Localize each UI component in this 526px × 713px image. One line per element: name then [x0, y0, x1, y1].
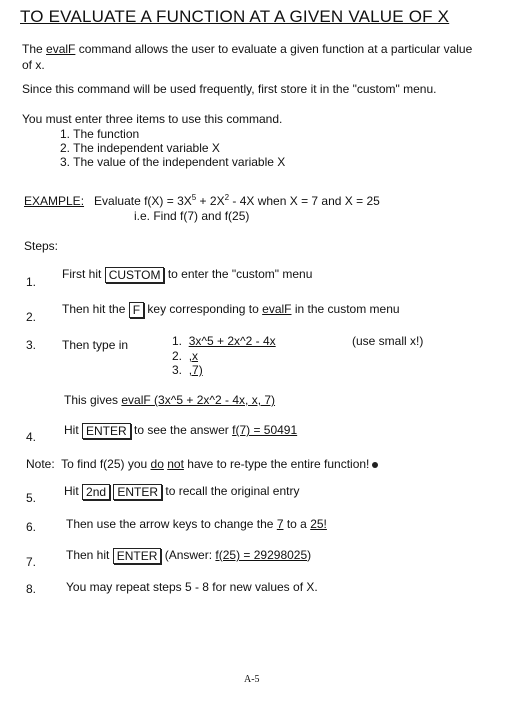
step-text: in the custom menu: [294, 302, 400, 317]
entry-value: 3x^5 + 2x^2 - 4x: [188, 334, 276, 348]
step-text: to enter the "custom" menu: [167, 267, 313, 282]
step-number: 6.: [26, 520, 37, 534]
note-line: Note: To find f(25) you do not have to re-type the entire function!: [26, 457, 378, 471]
step-number: 5.: [26, 491, 37, 505]
evalf-command: evalF: [262, 302, 292, 317]
step-number: 8.: [26, 582, 37, 596]
step-number: 1.: [26, 275, 37, 289]
step-6: Then use the arrow keys to change the 7 to a 25!: [66, 517, 327, 531]
entry-value: ,7): [188, 363, 203, 377]
intro-text: The: [22, 42, 43, 56]
step-number: 2.: [26, 310, 37, 324]
step-number: 4.: [26, 430, 37, 444]
intro-text: command allows the user to evaluate a given function at a particular value: [78, 42, 473, 56]
step-text: Then hit the: [62, 302, 126, 317]
intro-paragraph-3: You must enter three items to use this command.: [22, 112, 283, 126]
result-expression: evalF (3x^5 + 2x^2 - 4x, x, 7): [121, 393, 276, 407]
2nd-key: 2nd: [82, 484, 110, 500]
evalf-command: evalF: [46, 42, 76, 56]
enter-key: ENTER: [113, 548, 162, 564]
example-line: [24, 194, 380, 208]
list-item: 3. ,7): [172, 363, 203, 377]
enter-key: ENTER: [82, 423, 131, 439]
f-key: F: [129, 302, 144, 318]
smiley-icon: [372, 462, 378, 468]
step-text: key corresponding to: [147, 302, 259, 317]
step-text: Hit: [64, 484, 79, 499]
small-x-note: (use small x!): [352, 334, 424, 348]
step-3-result: This gives evalF (3x^5 + 2x^2 - 4x, x, 7): [64, 393, 276, 407]
step-number: 3.: [26, 338, 37, 352]
list-item: 3. The value of the independent variable X: [60, 155, 286, 169]
example-text: Evaluate $f(X) = 3X^5 + 2X^2 - 4X$ when X = 7 and X = 25: [94, 193, 380, 208]
entry-value: ,x: [188, 349, 199, 363]
step-text: Then hit: [66, 548, 110, 563]
list-item: 1. 3x^5 + 2x^2 - 4x: [172, 334, 276, 348]
list-item: 1. The function: [60, 127, 140, 141]
step-1: [62, 267, 312, 283]
step-8: You may repeat steps 5 - 8 for new values of X.: [66, 580, 318, 594]
example-ie: i.e. Find f(7) and f(25): [134, 209, 250, 223]
answer-value: f(25) = 29298025: [215, 548, 308, 563]
step-text: First hit: [62, 267, 102, 282]
page-title: TO EVALUATE A FUNCTION AT A GIVEN VALUE OF X: [20, 7, 450, 26]
step-text: to recall the original entry: [165, 484, 300, 499]
step-2: [62, 302, 400, 318]
answer-value: f(7) = 50491: [232, 423, 298, 438]
step-5: [64, 484, 299, 500]
step-7: Then hit ENTER (Answer: f(25) = 29298025): [66, 548, 312, 563]
intro-paragraph-1-line2: of x.: [22, 58, 45, 72]
example-label: EXAMPLE:: [24, 194, 85, 208]
step-text: Hit: [64, 423, 79, 438]
intro-paragraph-2: Since this command will be used frequently, first store it in the "custom" menu.: [22, 82, 437, 96]
intro-paragraph-1: [22, 42, 472, 56]
page-number: A-5: [244, 674, 260, 685]
step-text: to see the answer: [134, 423, 229, 438]
list-item: 2. ,x: [172, 349, 199, 363]
steps-label: Steps:: [24, 239, 59, 253]
step-text: Then type in: [62, 338, 129, 352]
enter-key: ENTER: [113, 484, 162, 500]
step-number: 7.: [26, 555, 37, 569]
step-4: [64, 423, 297, 439]
list-item: 2. The independent variable X: [60, 141, 220, 155]
custom-key: CUSTOM: [105, 267, 165, 283]
